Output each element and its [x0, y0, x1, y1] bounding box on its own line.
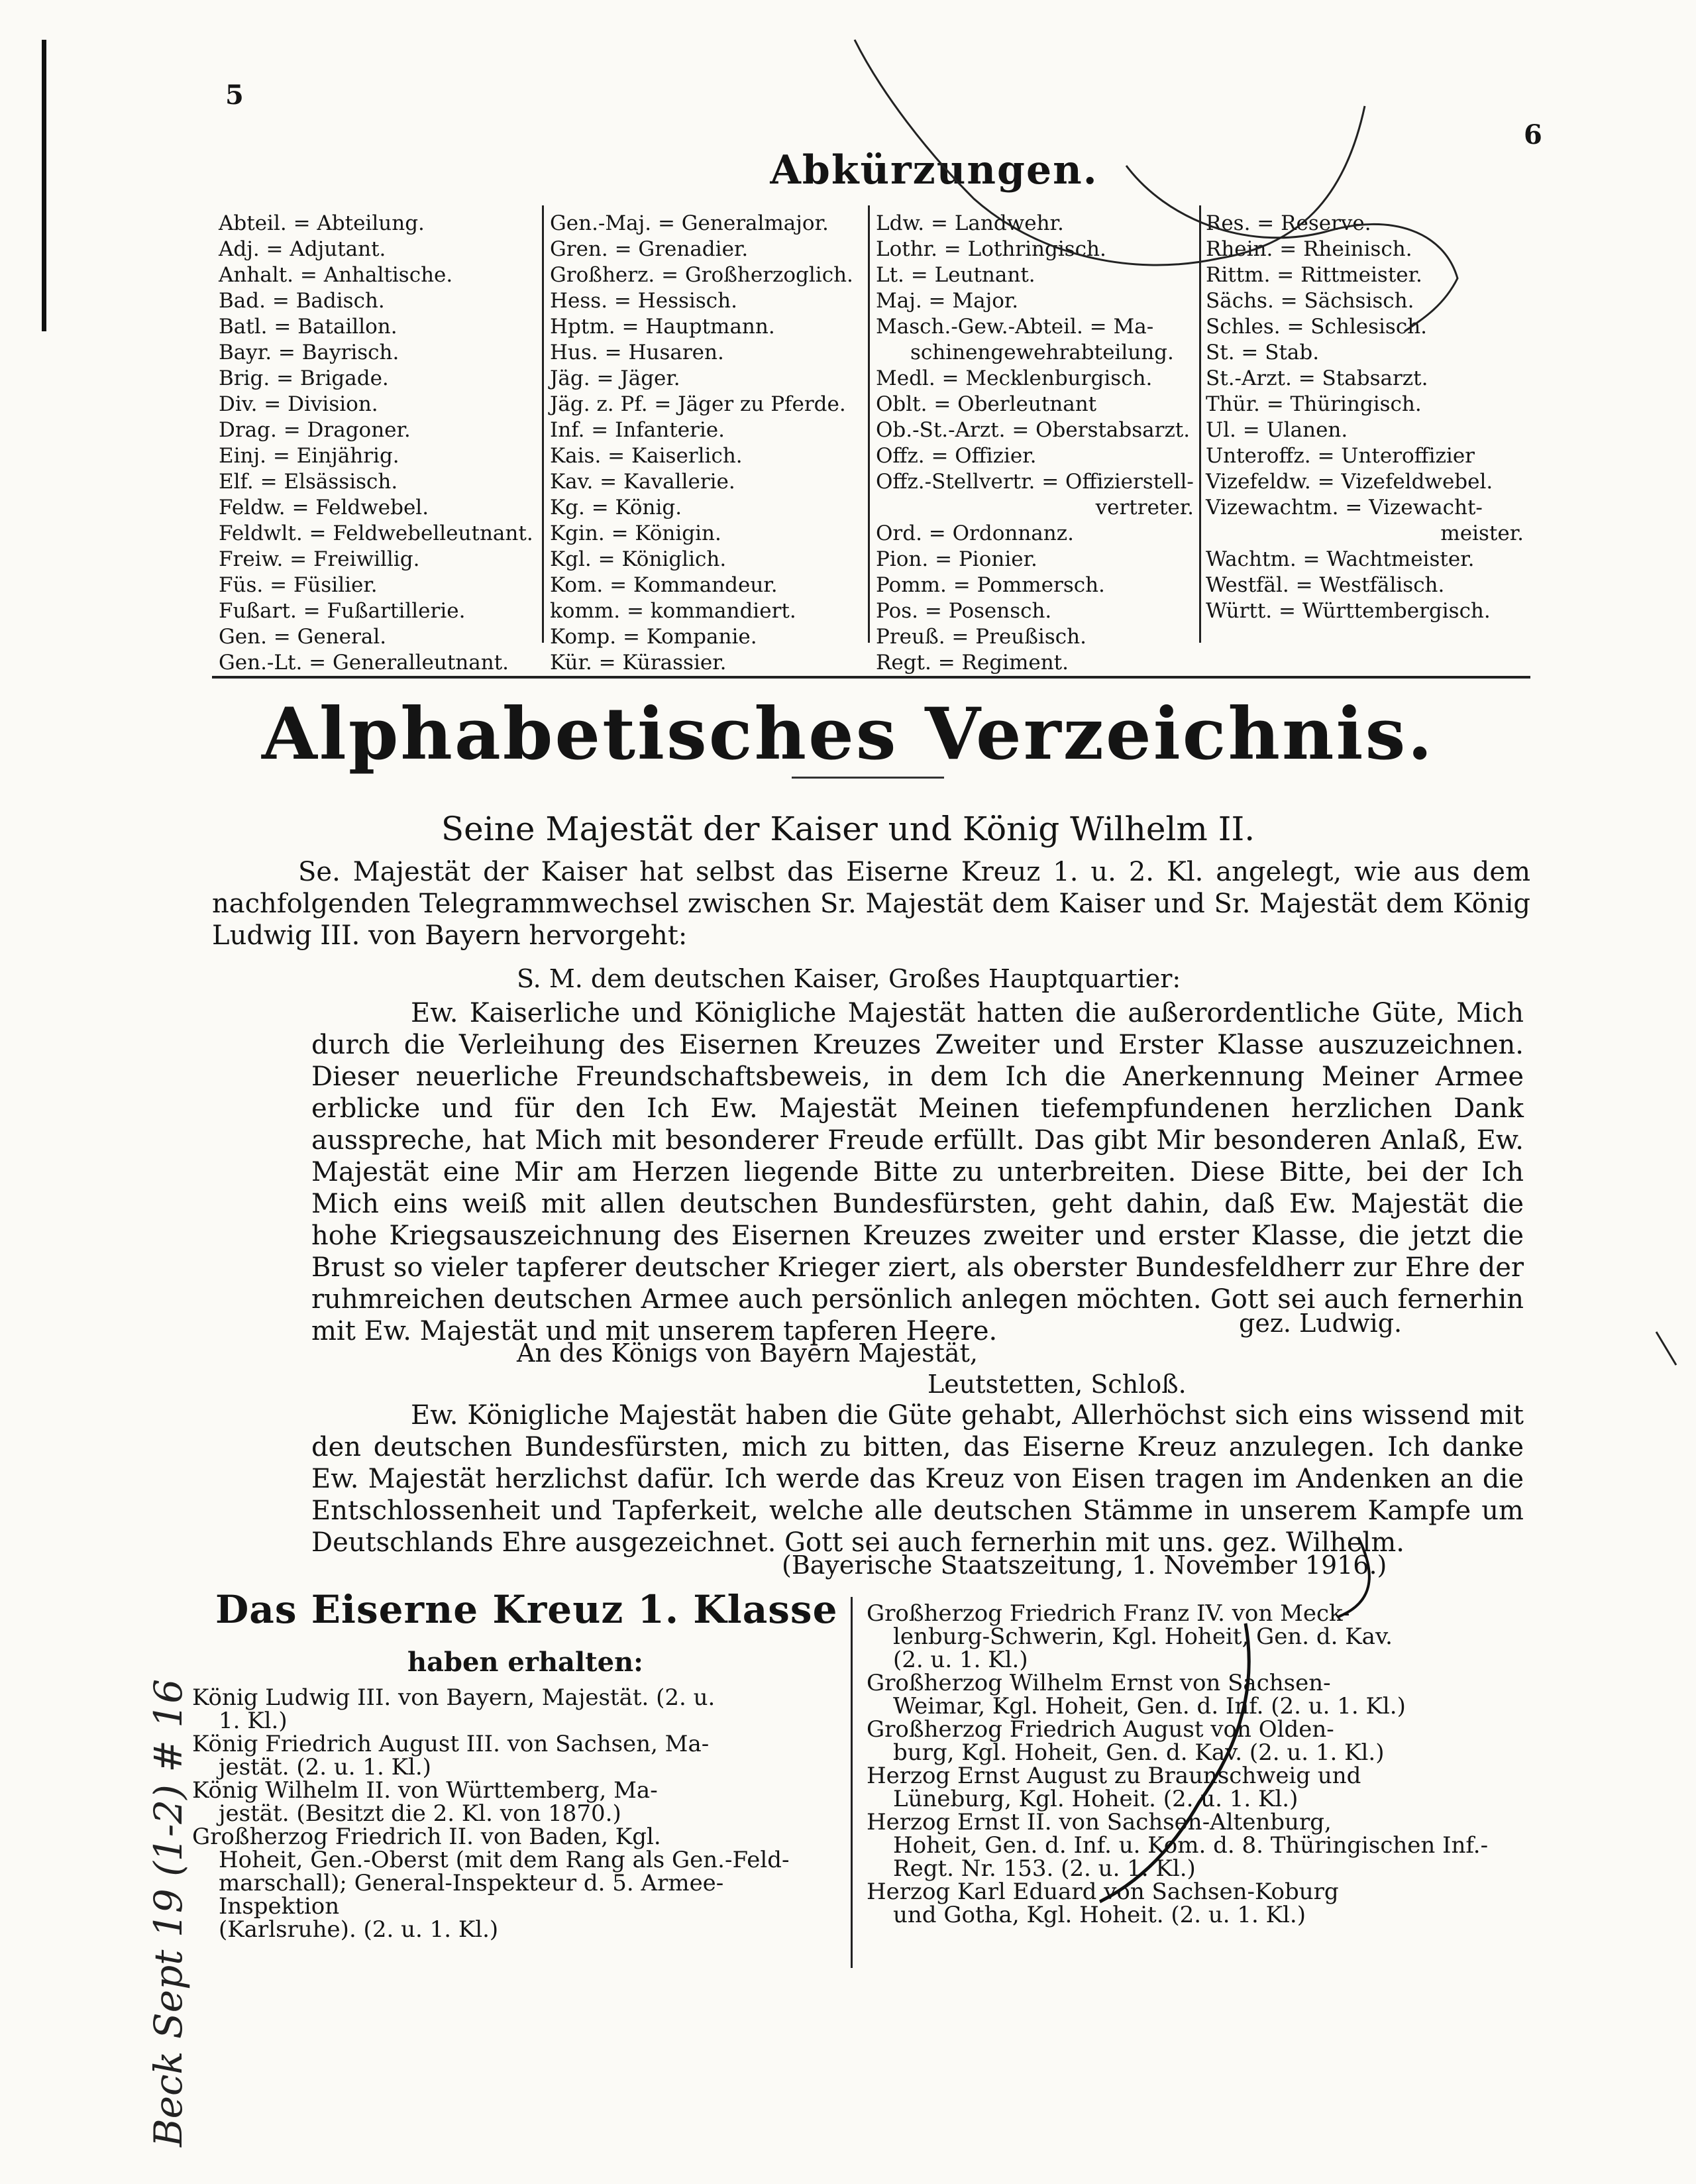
handwritten-margin-note: Beck Sept 19 (1-2) # 16: [146, 1678, 191, 2147]
abbr-entry: St. = Stab.: [1206, 341, 1320, 364]
abbr-column-3: [876, 211, 1194, 676]
abbr-entry: Ord. = Ordonnanz.: [876, 521, 1074, 545]
list-item: [867, 1881, 1522, 1927]
abbr-entry: Masch.-Gew.-Abteil. = Ma-: [876, 315, 1154, 339]
abbr-entry: Sächs. = Sächsisch.: [1206, 289, 1414, 313]
section-subtitle: haben erhalten:: [407, 1647, 643, 1678]
abbr-entry: Feldw. = Feldwebel.: [219, 496, 429, 519]
telegram2-body: Ew. Königliche Majestät haben die Güte gehabt, Allerhöchst sich eins wissend mit den deutschen Bundesfürsten, mich zu bitten, das Eiserne Kreuz anzulegen. Ich danke Ew. Majestät herzlichst dafür. Ich werde das Kreuz von Eisen tragen im Andenken an die Entschlossenheit und Tapferkeit, welche alle deutschen Stämme in unserem Kampfe um Deutschlands Ehre ausgezeichnet. Gott sei auch fernerhin mit uns. gez. Wilhelm.: [311, 1400, 1524, 1558]
page-number-left: 5: [225, 80, 244, 111]
page-title: Alphabetisches Verzeichnis.: [262, 692, 1434, 776]
entry-line: marschall); General-Inspekteur d. 5. Armee-Inspektion: [219, 1870, 724, 1920]
abbr-entry: Inf. = Infanterie.: [550, 418, 725, 442]
entry-line: (2. u. 1. Kl.): [893, 1647, 1028, 1673]
abbr-entry: komm. = kommandiert.: [550, 599, 796, 623]
abbr-entry: Lt. = Leutnant.: [876, 263, 1035, 287]
abbr-entry: St.-Arzt. = Stabsarzt.: [1206, 366, 1428, 390]
page-subtitle: Seine Majestät der Kaiser und König Wilhelm II.: [441, 810, 1255, 848]
entry-line: lenburg-Schwerin, Kgl. Hoheit, Gen. d. Kav.: [893, 1623, 1393, 1650]
abbr-entry: vertreter.: [1095, 496, 1194, 519]
page-number-right: 6: [1524, 119, 1542, 150]
abbr-entry: Freiw. = Freiwillig.: [219, 547, 420, 571]
abbr-entry: Kg. = König.: [550, 496, 682, 519]
entry-line: jestät. (Besitzt die 2. Kl. von 1870.): [219, 1800, 621, 1827]
list-item: [192, 1826, 838, 1941]
abbr-entry: Vizewachtm. = Vizewacht-: [1206, 496, 1483, 519]
abbr-entry: Jäg. z. Pf. = Jäger zu Pferde.: [550, 392, 846, 416]
abbr-entry: Pion. = Pionier.: [876, 547, 1037, 571]
entry-line: Weimar, Kgl. Hoheit, Gen. d. Inf. (2. u. 1. Kl.): [893, 1693, 1406, 1720]
abbr-entry: Schles. = Schlesisch.: [1206, 315, 1428, 339]
abbr-entry: Kür. = Kürassier.: [550, 651, 727, 675]
entry-line: jestät. (2. u. 1. Kl.): [219, 1754, 431, 1780]
entry-line: (Karlsruhe). (2. u. 1. Kl.): [219, 1916, 499, 1943]
abbr-entry: Kom. = Kommandeur.: [550, 573, 778, 597]
telegram2-address: An des Königs von Bayern Majestät,: [517, 1338, 978, 1368]
abbr-entry: Württ. = Württembergisch.: [1206, 599, 1491, 623]
abbr-entry: Gen.-Maj. = Generalmajor.: [550, 211, 829, 235]
abbr-entry: Jäg. = Jäger.: [550, 366, 680, 390]
abbr-entry: Maj. = Major.: [876, 289, 1019, 313]
abbr-entry: Kgin. = Königin.: [550, 521, 721, 545]
entry-line: burg, Kgl. Hoheit, Gen. d. Kav. (2. u. 1. Kl.): [893, 1739, 1385, 1766]
telegram2-source: (Bayerische Staatszeitung, 1. November 1916.): [782, 1551, 1387, 1580]
abbr-entry: Pomm. = Pommersch.: [876, 573, 1105, 597]
abbr-entry: Feldwlt. = Feldwebelleutnant.: [219, 521, 533, 545]
abbr-entry: Adj. = Adjutant.: [219, 237, 386, 261]
entry-line: Hoheit, Gen. d. Inf. u. Kom. d. 8. Thüringischen Inf.-: [893, 1832, 1489, 1859]
abbr-entry: Offz. = Offizier.: [876, 444, 1037, 468]
abbr-entry: Oblt. = Oberleutnant: [876, 392, 1097, 416]
abbr-entry: Rhein. = Rheinisch.: [1206, 237, 1412, 261]
abbr-column-2: [550, 211, 853, 676]
abbr-column-4: [1206, 211, 1524, 624]
abbr-entry: Gen. = General.: [219, 625, 387, 649]
abbr-entry: Hus. = Husaren.: [550, 341, 724, 364]
abbr-entry: Bad. = Badisch.: [219, 289, 385, 313]
list-item: [867, 1718, 1522, 1765]
list-item: [192, 1733, 838, 1779]
entry-line: Herzog Ernst II. von Sachsen-Altenburg,: [867, 1809, 1332, 1835]
column-rule: [851, 1597, 853, 1968]
abbr-entry: Kav. = Kavallerie.: [550, 470, 735, 494]
left-entries: [192, 1686, 838, 1941]
abbreviations-table: [212, 211, 1530, 675]
abbr-entry: Regt. = Regiment.: [876, 651, 1069, 675]
entry-line: Großherzog Friedrich August von Olden-: [867, 1716, 1334, 1743]
abbr-entry: Batl. = Bataillon.: [219, 315, 398, 339]
abbr-entry: Gen.-Lt. = Generalleutnant.: [219, 651, 509, 675]
abbr-entry: Wachtm. = Wachtmeister.: [1206, 547, 1475, 571]
intro-paragraph: Se. Majestät der Kaiser hat selbst das Eiserne Kreuz 1. u. 2. Kl. angelegt, wie aus dem nachfolgenden Telegrammwechsel zwischen Sr. Majestät dem Kaiser und Sr. Majestät dem König Ludwig III. von Bayern hervorgeht:: [212, 857, 1530, 951]
abbr-entry: Bayr. = Bayrisch.: [219, 341, 399, 364]
abbr-entry: Großherz. = Großherzoglich.: [550, 263, 853, 287]
abbr-entry: Pos. = Posensch.: [876, 599, 1052, 623]
entry-line: Regt. Nr. 153. (2. u. 1. Kl.): [893, 1855, 1196, 1882]
telegram1-body: Ew. Kaiserliche und Königliche Majestät hatten die außerordentliche Güte, Mich durch die Verleihung des Eisernen Kreuzes Zweiter und Erster Klasse auszuzeichnen. Dieser neuerliche Freundschaftsbeweis, in dem Ich die Anerkennung Meiner Armee erblicke und für den Ich Ew. Majestät Meinen tiefempfundenen herzlichen Dank ausspreche, hat Mich mit besonderer Freude erfüllt. Das gibt Mir besonderen Anlaß, Ew. Majestät eine Mir am Herzen liegende Bitte zu unterbreiten. Diese Bitte, bei der Ich Mich eins weiß mit allen deutschen Bundesfürsten, geht dahin, daß Ew. Majestät die hohe Kriegsauszeichnung des Eisernen Kreuzes zweiter und erster Klasse, die jetzt die Brust so vieler tapferer deutscher Krieger ziert, als oberster Bundesfeldherr zur Ehre der ruhmreichen deutschen Armee auch persönlich anlegen möchten. Gott sei auch fernerhin mit Ew. Majestät und mit unserem tapferen Heere.: [311, 998, 1524, 1346]
list-item: [867, 1602, 1522, 1672]
section-divider: [212, 676, 1530, 679]
abbr-entry: Ul. = Ulanen.: [1206, 418, 1348, 442]
abbr-entry: Thür. = Thüringisch.: [1206, 392, 1422, 416]
abbr-entry: Ob.-St.-Arzt. = Oberstabsarzt.: [876, 418, 1191, 442]
abbr-entry: Kgl. = Königlich.: [550, 547, 727, 571]
abbr-entry: Fußart. = Fußartillerie.: [219, 599, 466, 623]
abbr-entry: Elf. = Elsässisch.: [219, 470, 398, 494]
abbr-entry: Anhalt. = Anhaltische.: [219, 263, 453, 287]
entry-line: König Friedrich August III. von Sachsen, Ma-: [192, 1731, 710, 1757]
entry-line: Großherzog Wilhelm Ernst von Sachsen-: [867, 1670, 1331, 1696]
abbr-entry: Gren. = Grenadier.: [550, 237, 749, 261]
abbr-entry: Div. = Division.: [219, 392, 378, 416]
abbr-entry: Rittm. = Rittmeister.: [1206, 263, 1422, 287]
entry-line: König Ludwig III. von Bayern, Majestät. (2. u.: [192, 1684, 716, 1711]
abbr-entry: Brig. = Brigade.: [219, 366, 389, 390]
right-entries: [867, 1602, 1522, 1927]
abbr-entry: Kais. = Kaiserlich.: [550, 444, 743, 468]
telegram1-signature: gez. Ludwig.: [1239, 1309, 1403, 1338]
abbr-entry: Preuß. = Preußisch.: [876, 625, 1086, 649]
abbr-entry: Lothr. = Lothringisch.: [876, 237, 1106, 261]
abbr-entry: Komp. = Kompanie.: [550, 625, 757, 649]
abbr-entry: Westfäl. = Westfälisch.: [1206, 573, 1445, 597]
entry-line: Großherzog Friedrich Franz IV. von Meck-: [867, 1600, 1350, 1627]
scan-margin-bar: [42, 40, 46, 331]
title-rule: [792, 777, 944, 779]
entry-line: Großherzog Friedrich II. von Baden, Kgl.: [192, 1824, 661, 1850]
telegram1-address: S. M. dem deutschen Kaiser, Großes Hauptquartier:: [517, 964, 1181, 993]
abbr-entry: Hptm. = Hauptmann.: [550, 315, 775, 339]
entry-line: 1. Kl.): [219, 1708, 288, 1734]
abbr-entry: Einj. = Einjährig.: [219, 444, 399, 468]
entry-line: König Wilhelm II. von Württemberg, Ma-: [192, 1777, 658, 1804]
list-item: [867, 1811, 1522, 1881]
entry-line: Hoheit, Gen.-Oberst (mit dem Rang als Gen.-Feld-: [219, 1847, 790, 1873]
abbr-column-1: [219, 211, 533, 676]
section-title: Das Eiserne Kreuz 1. Klasse: [215, 1587, 838, 1632]
abbr-entry: Ldw. = Landwehr.: [876, 211, 1064, 235]
abbr-entry: Füs. = Füsilier.: [219, 573, 378, 597]
abbr-entry: Vizefeldw. = Vizefeldwebel.: [1206, 470, 1493, 494]
abbr-entry: Hess. = Hessisch.: [550, 289, 737, 313]
abbr-entry: meister.: [1440, 521, 1524, 545]
abbreviations-title: Abkürzungen.: [770, 147, 1098, 193]
entry-line: und Gotha, Kgl. Hoheit. (2. u. 1. Kl.): [893, 1902, 1306, 1928]
abbr-entry: Medl. = Mecklenburgisch.: [876, 366, 1153, 390]
entry-line: Herzog Karl Eduard von Sachsen-Koburg: [867, 1879, 1339, 1905]
scan-tick-mark: [1656, 1332, 1676, 1365]
telegram2-place: Leutstetten, Schloß.: [928, 1370, 1187, 1399]
abbr-entry: schinengewehrabteilung.: [910, 341, 1174, 364]
list-item: [867, 1765, 1522, 1811]
list-item: [192, 1686, 838, 1733]
entry-line: Herzog Ernst August zu Braunschweig und: [867, 1763, 1361, 1789]
entry-line: Lüneburg, Kgl. Hoheit. (2. u. 1. Kl.): [893, 1786, 1298, 1812]
list-item: [867, 1672, 1522, 1718]
abbr-entry: Res. = Reserve.: [1206, 211, 1371, 235]
list-item: [192, 1779, 838, 1826]
abbr-entry: Offz.-Stellvertr. = Offizierstell-: [876, 470, 1194, 494]
abbr-entry: Drag. = Dragoner.: [219, 418, 411, 442]
abbr-entry: Abteil. = Abteilung.: [219, 211, 425, 235]
abbr-entry: Unteroffz. = Unteroffizier: [1206, 444, 1475, 468]
